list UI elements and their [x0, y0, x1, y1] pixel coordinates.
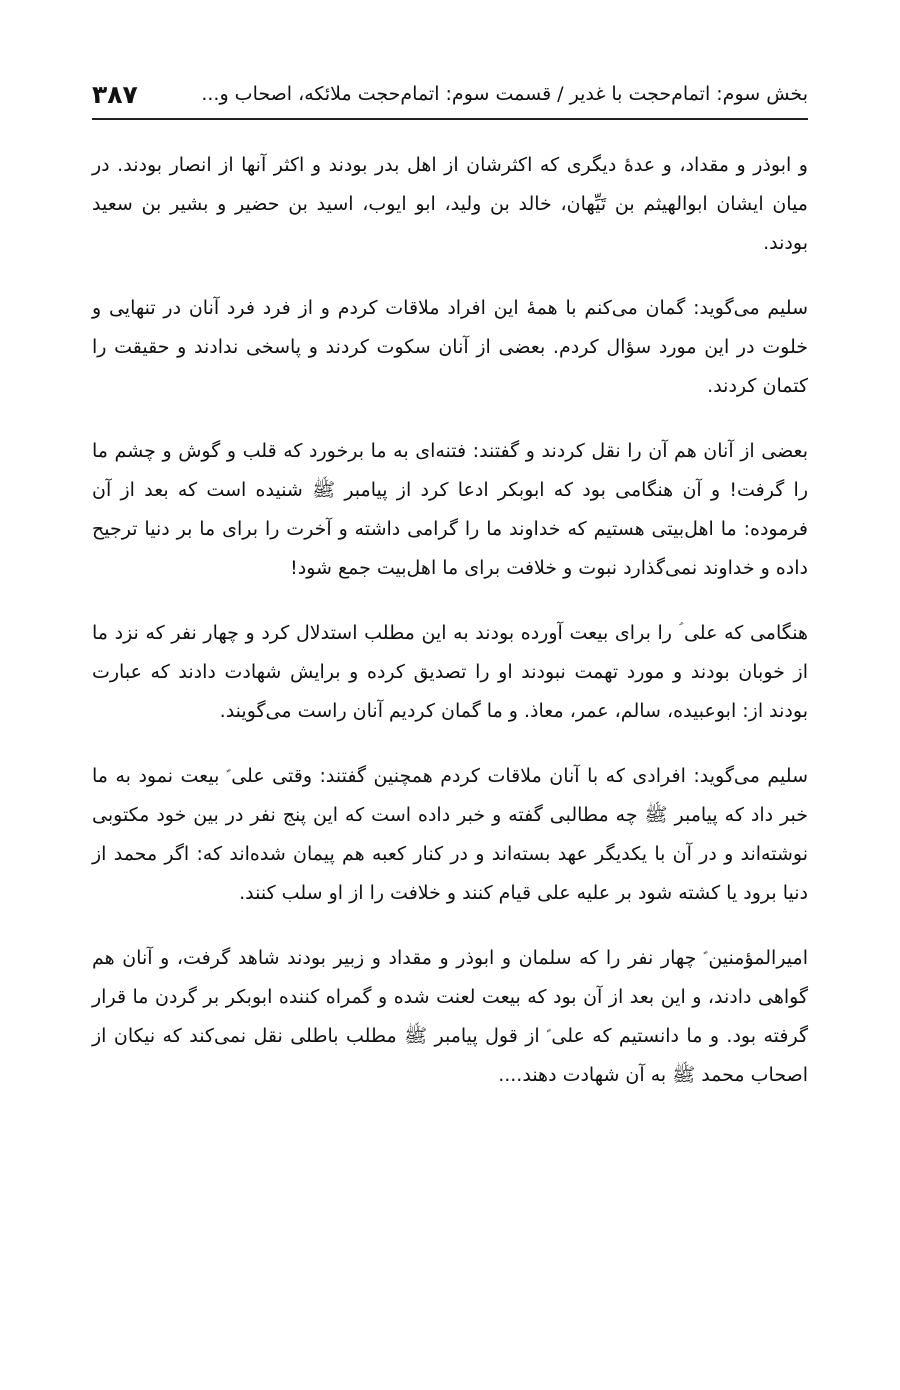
paragraph: سلیم می‌گوید: گمان می‌کنم با همهٔ این افراد ملاقات کردم و از فرد فرد آنان در تنهایی و خلوت در این مورد سؤال کردم. بعضی از آنان سکوت کردند و پاسخی ندادند و حقیقت را کتمان کردند. [92, 297, 808, 397]
page-number: ۳۸۷ [92, 79, 138, 109]
header-divider [92, 118, 808, 120]
running-title: بخش سوم: اتمام‌حجت با غدیر / قسمت سوم: اتمام‌حجت ملائکه، اصحاب و... [201, 83, 808, 105]
paragraph: امیرالمؤمنین ؑ چهار نفر را که سلمان و ابوذر و مقداد و زبیر بودند شاهد گرفت، و آنان هم گواهی دادند، و این بعد از آن بود که بیعت لعنت شده و گمراه کننده ابوبکر بر گردن ما قرار گرفته بود. و ما دانستیم که علی ؑ از قول پیامبر ﷺ مطلب باطلی نقل نمی‌کند که نیکان از اصحاب محمد ﷺ به آن شهادت دهند.... [92, 947, 808, 1086]
book-page [92, 0, 808, 1390]
paragraph: هنگامی که علی ؑ را برای بیعت آورده بودند به این مطلب استدلال کرد و چهار نفر که نزد ما از خوبان بودند و مورد تهمت نبودند او را تصدیق کرده و برایش شهادت دادند که عبارت بودند از: ابوعبیده، سالم، عمر، معاذ. و ما گمان کردیم آنان راست می‌گویند. [92, 622, 808, 722]
paragraph: سلیم می‌گوید: افرادی که با آنان ملاقات کردم همچنین گفتند: وقتی علی ؑ بیعت نمود به ما خبر داد که پیامبر ﷺ چه مطالبی گفته و خبر داده است که این پنج نفر در بین خود مکتوبی نوشته‌اند و در آن با یکدیگر عهد بسته‌اند و در کنار کعبه هم پیمان شده‌اند که: اگر محمد از دنیا برود یا کشته شود بر علیه علی قیام کنند و خلافت را از او سلب کنند. [92, 765, 808, 904]
body-text [92, 146, 808, 1095]
running-header [92, 74, 808, 114]
paragraph: بعضی از آنان هم آن را نقل کردند و گفتند: فتنه‌ای به ما برخورد که قلب و گوش و چشم ما را گرفت! و آن هنگامی بود که ابوبکر ادعا کرد از پیامبر ﷺ شنیده است که بعد از آن فرموده: ما اهل‌بیتی هستیم که خداوند ما را گرامی داشته و آخرت را برای ما بر دنیا ترجیح داده و خداوند نمی‌گذارد نبوت و خلافت برای ما اهل‌بیت جمع شود! [92, 440, 808, 579]
paragraph: و ابوذر و مقداد، و عدهٔ دیگری که اکثرشان از اهل بدر بودند و اکثر آنها از انصار بودند. در میان ایشان ابوالهیثم بن تَیِّهان، خالد بن ولید، ابو ایوب، اسید بن حضیر و بشیر بن سعید بودند. [92, 154, 808, 254]
